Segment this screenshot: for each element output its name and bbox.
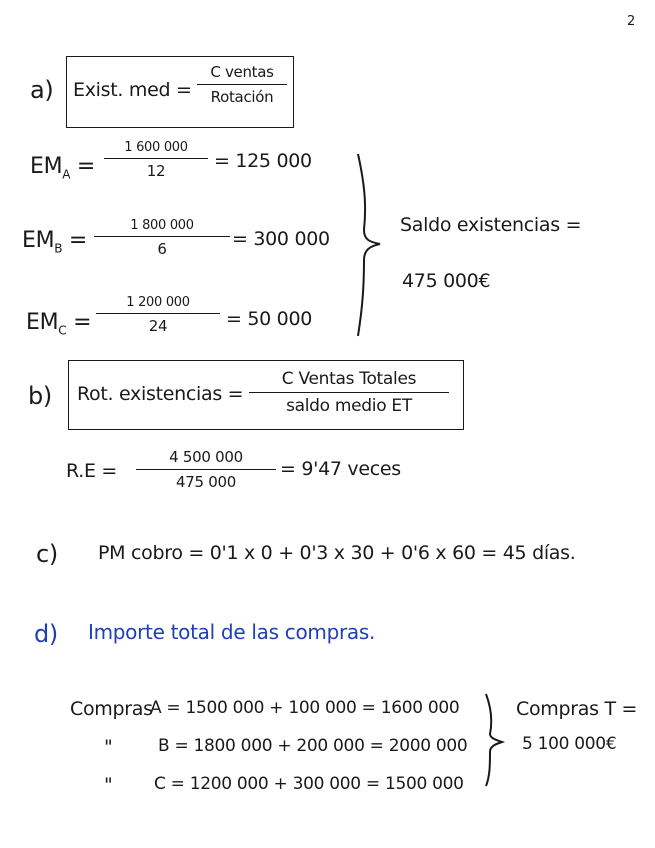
em-c-denominator: 24 <box>148 317 168 335</box>
em-a-equals: = <box>70 154 96 179</box>
saldo-existencias-label: Saldo existencias = <box>400 214 582 236</box>
formula-a-fraction <box>197 63 287 106</box>
formula-a-lhs: Exist. med = <box>73 79 192 101</box>
em-c-label <box>26 310 91 337</box>
em-a-main: EM <box>30 154 63 179</box>
em-c-main: EM <box>26 310 59 335</box>
em-c-equals: = <box>66 310 92 335</box>
re-fraction <box>136 448 276 491</box>
em-a-fraction <box>104 140 208 180</box>
formula-b-numerator: C Ventas Totales <box>281 369 417 389</box>
formula-b-lhs: Rot. existencias = <box>77 383 244 405</box>
em-b-numerator: 1 800 000 <box>130 218 194 233</box>
pm-cobro-formula: PM cobro = 0'1 x 0 + 0'3 x 30 + 0'6 x 60 = 45 días. <box>98 542 576 564</box>
em-a-numerator: 1 600 000 <box>124 140 188 155</box>
fraction-bar <box>104 158 208 159</box>
em-c-result: = 50 000 <box>226 308 313 330</box>
em-c-numerator: 1 200 000 <box>126 295 190 310</box>
formula-b-fraction <box>249 369 449 416</box>
compras-a-equation: A = 1500 000 + 100 000 = 1600 000 <box>150 698 460 718</box>
page-number: 2 <box>627 14 636 29</box>
em-a-denominator: 12 <box>146 162 166 180</box>
right-brace-a <box>350 150 390 340</box>
fraction-bar <box>96 313 220 314</box>
formula-b-denominator: saldo medio ET <box>286 396 412 416</box>
compras-c-lead: " <box>104 774 113 796</box>
compras-a-lead: Compras <box>70 698 153 720</box>
compras-b-equation: B = 1800 000 + 200 000 = 2000 000 <box>158 736 468 756</box>
em-b-result: = 300 000 <box>232 228 330 250</box>
fraction-bar <box>94 236 230 237</box>
section-b-label: b) <box>28 382 52 410</box>
em-b-subscript: B <box>54 241 63 256</box>
em-b-fraction <box>94 218 230 258</box>
re-result: = 9'47 veces <box>280 458 401 480</box>
re-lhs: R.E = <box>66 460 118 482</box>
em-b-denominator: 6 <box>157 240 167 258</box>
em-b-label <box>22 228 87 255</box>
em-b-main: EM <box>22 228 55 253</box>
saldo-existencias-value: 475 000€ <box>402 270 491 292</box>
compras-total-value: 5 100 000€ <box>522 734 617 754</box>
re-denominator: 475 000 <box>176 473 236 491</box>
formula-a-denominator: Rotación <box>210 88 274 106</box>
compras-b-lead: " <box>104 736 113 758</box>
compras-total-label: Compras T = <box>516 698 638 720</box>
section-b-formula-box <box>68 360 464 430</box>
section-d-title: Importe total de las compras. <box>88 620 376 644</box>
fraction-bar <box>249 392 449 393</box>
section-c-label: c) <box>36 540 58 568</box>
fraction-bar <box>136 469 276 470</box>
section-a-label: a) <box>30 76 54 104</box>
em-c-fraction <box>96 295 220 335</box>
right-brace-d <box>480 690 510 790</box>
section-d-label: d) <box>34 620 58 648</box>
fraction-bar <box>197 84 287 85</box>
em-a-label <box>30 154 95 181</box>
section-a-formula-box <box>66 56 294 128</box>
formula-a-numerator: C ventas <box>210 63 274 81</box>
em-c-subscript: C <box>58 323 67 338</box>
em-b-equals: = <box>62 228 88 253</box>
compras-c-equation: C = 1200 000 + 300 000 = 1500 000 <box>154 774 464 794</box>
re-numerator: 4 500 000 <box>169 448 243 466</box>
em-a-subscript: A <box>62 167 71 182</box>
em-a-result: = 125 000 <box>214 150 312 172</box>
